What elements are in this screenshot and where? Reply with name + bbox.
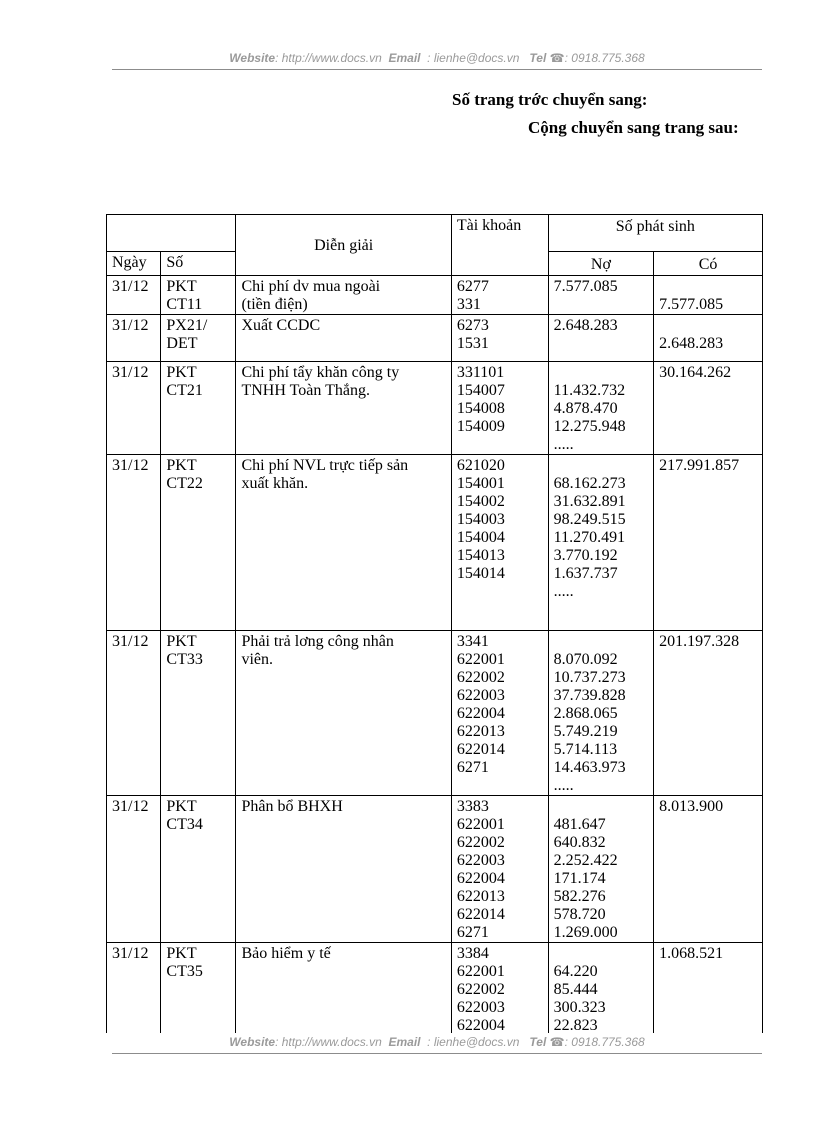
account-cell-line: 154004 bbox=[456, 529, 505, 546]
table-row bbox=[107, 455, 763, 631]
header-blank-cell bbox=[107, 215, 236, 252]
debit-cell-line: 37.739.828 bbox=[553, 687, 626, 704]
description-cell bbox=[236, 631, 451, 796]
voucher-cell-line: PKT bbox=[166, 798, 197, 815]
debit-cell bbox=[548, 315, 654, 362]
credit-cell-line bbox=[659, 278, 757, 296]
debit-cell-line: 5.714.113 bbox=[553, 741, 618, 758]
debit-cell-line: 1.269.000 bbox=[553, 924, 618, 941]
tel-label: Tel bbox=[529, 51, 547, 65]
header-divider bbox=[112, 69, 762, 70]
account-cell-line: 622004 bbox=[456, 1017, 505, 1033]
debit-cell-line: 14.463.973 bbox=[553, 759, 626, 776]
account-cell-line: 6277 bbox=[456, 278, 489, 295]
header-date: Ngày bbox=[107, 252, 161, 276]
debit-cell-line: 5.749.219 bbox=[553, 723, 618, 740]
account-cell-line: 154007 bbox=[456, 382, 505, 399]
description-cell-line: Chi phí tẩy khăn công ty bbox=[241, 364, 400, 381]
debit-cell-line: 3.770.192 bbox=[553, 547, 618, 564]
description-cell-line: (tiền điện) bbox=[241, 296, 308, 313]
website-label: Website bbox=[229, 51, 276, 65]
description-cell-line: Phân bổ BHXH bbox=[241, 798, 343, 815]
voucher-cell bbox=[161, 796, 236, 943]
description-cell bbox=[236, 315, 451, 362]
account-cell-line: 154013 bbox=[456, 547, 505, 564]
account-cell-line: 331101 bbox=[456, 364, 505, 381]
voucher-cell bbox=[161, 455, 236, 631]
account-cell-line: 622003 bbox=[456, 999, 505, 1016]
debit-cell-line: 4.878.470 bbox=[553, 400, 618, 417]
account-cell-line: 3341 bbox=[456, 633, 489, 650]
account-cell-line: 154003 bbox=[456, 511, 505, 528]
debit-cell-line: 2.868.065 bbox=[553, 705, 618, 722]
account-cell bbox=[451, 796, 548, 943]
date-cell bbox=[107, 276, 161, 315]
account-cell bbox=[451, 276, 548, 315]
date-value: 31/12 bbox=[112, 364, 149, 381]
debit-cell bbox=[548, 455, 654, 631]
debit-cell-line: 11.432.732 bbox=[553, 382, 626, 399]
debit-cell-line: 22.823 bbox=[553, 1017, 598, 1033]
debit-cell-line: 2.252.422 bbox=[553, 852, 618, 869]
debit-cell-line: 31.632.891 bbox=[553, 493, 626, 510]
account-cell-line: 622002 bbox=[456, 669, 505, 686]
table-header-row bbox=[107, 215, 763, 252]
debit-cell bbox=[548, 631, 654, 796]
ledger-table-wrapper bbox=[106, 214, 763, 1033]
voucher-cell bbox=[161, 276, 236, 315]
debit-cell-line: 481.647 bbox=[553, 816, 606, 833]
voucher-cell-line: PKT bbox=[166, 633, 197, 650]
header-credit: Có bbox=[654, 252, 763, 276]
date-value: 31/12 bbox=[112, 798, 149, 815]
date-cell bbox=[107, 455, 161, 631]
credit-cell-line bbox=[659, 317, 757, 335]
debit-cell bbox=[548, 796, 654, 943]
account-cell-line: 154014 bbox=[456, 565, 505, 582]
header-account: Tài khoản bbox=[451, 215, 548, 276]
credit-cell-line: 8.013.900 bbox=[659, 798, 724, 815]
account-cell-line: 622001 bbox=[456, 963, 505, 980]
debit-cell-line: 1.637.737 bbox=[553, 565, 618, 582]
debit-cell-line bbox=[554, 364, 649, 382]
header-amount: Số phát sinh bbox=[548, 215, 762, 252]
header-debit: Nợ bbox=[548, 252, 654, 276]
date-cell bbox=[107, 315, 161, 362]
voucher-cell bbox=[161, 631, 236, 796]
description-cell-line: Phải trả lơng công nhân bbox=[241, 633, 394, 650]
description-cell-line: Chi phí NVL trực tiếp sản bbox=[241, 457, 409, 474]
page-header bbox=[112, 51, 762, 65]
voucher-cell-line: DET bbox=[166, 335, 198, 352]
account-cell-line: 622001 bbox=[456, 651, 505, 668]
debit-cell-line: 640.832 bbox=[553, 834, 606, 851]
debit-cell-line: 85.444 bbox=[553, 981, 598, 998]
debit-cell bbox=[548, 943, 654, 1034]
debit-cell-line: 68.162.273 bbox=[553, 475, 626, 492]
voucher-cell-line: PKT bbox=[166, 364, 197, 381]
date-cell bbox=[107, 362, 161, 455]
voucher-cell-line: PKT bbox=[166, 457, 197, 474]
date-cell bbox=[107, 943, 161, 1034]
account-cell-line: 6271 bbox=[456, 759, 489, 776]
tel-value: : 0918.775.368 bbox=[564, 1035, 645, 1049]
account-cell-line: 622003 bbox=[456, 687, 505, 704]
account-cell bbox=[451, 362, 548, 455]
description-cell bbox=[236, 796, 451, 943]
debit-cell-line: ..... bbox=[553, 777, 574, 794]
credit-cell bbox=[654, 943, 763, 1034]
account-cell bbox=[451, 943, 548, 1034]
phone-icon: ☎ bbox=[549, 1035, 565, 1049]
debit-cell-line: 12.275.948 bbox=[553, 418, 626, 435]
account-cell-line: 154001 bbox=[456, 475, 505, 492]
voucher-cell-line: CT34 bbox=[166, 816, 203, 833]
account-cell-line: 3384 bbox=[456, 945, 489, 962]
account-cell-line: 622014 bbox=[456, 741, 505, 758]
ledger-table bbox=[106, 214, 763, 1033]
email-value[interactable]: : lienhe@docs.vn bbox=[427, 51, 520, 65]
account-cell-line: 154009 bbox=[456, 418, 505, 435]
description-cell-line: Xuất CCDC bbox=[241, 317, 321, 334]
table-row bbox=[107, 631, 763, 796]
voucher-cell-line: PKT bbox=[166, 278, 197, 295]
credit-cell bbox=[654, 631, 763, 796]
credit-cell-line: 217.991.857 bbox=[659, 457, 740, 474]
account-cell bbox=[451, 455, 548, 631]
date-value: 31/12 bbox=[112, 457, 149, 474]
date-value: 31/12 bbox=[112, 278, 149, 295]
voucher-cell bbox=[161, 943, 236, 1034]
debit-cell-line: ..... bbox=[553, 436, 574, 453]
debit-cell-line bbox=[554, 798, 649, 816]
email-value[interactable]: : lienhe@docs.vn bbox=[427, 1035, 520, 1049]
credit-cell bbox=[654, 315, 763, 362]
date-value: 31/12 bbox=[112, 945, 149, 962]
description-cell bbox=[236, 943, 451, 1034]
account-cell bbox=[451, 631, 548, 796]
voucher-cell bbox=[161, 362, 236, 455]
description-cell-line: viên. bbox=[241, 651, 273, 668]
footer-divider bbox=[112, 1053, 762, 1054]
voucher-cell-line: CT22 bbox=[166, 475, 203, 492]
account-cell-line: 622001 bbox=[456, 816, 505, 833]
voucher-cell-line: CT21 bbox=[166, 382, 203, 399]
carry-forward-label: Số trang trớc chuyển sang: bbox=[452, 90, 648, 109]
account-cell-line: 622004 bbox=[456, 705, 505, 722]
account-cell-line: 622013 bbox=[456, 723, 505, 740]
description-cell-line: TNHH Toàn Thắng. bbox=[241, 382, 370, 399]
email-label: Email bbox=[388, 51, 421, 65]
debit-cell-line: 7.577.085 bbox=[553, 278, 618, 295]
debit-cell-line: 171.174 bbox=[553, 870, 606, 887]
debit-cell-line: 10.737.273 bbox=[553, 669, 626, 686]
website-label: Website bbox=[229, 1035, 276, 1049]
account-cell-line: 622014 bbox=[456, 906, 505, 923]
voucher-cell bbox=[161, 315, 236, 362]
credit-cell-line: 2.648.283 bbox=[659, 335, 724, 352]
account-cell-line: 622003 bbox=[456, 852, 505, 869]
header-desc: Diễn giải bbox=[236, 215, 451, 276]
account-cell-line: 622013 bbox=[456, 888, 505, 905]
debit-cell bbox=[548, 276, 654, 315]
credit-cell bbox=[654, 455, 763, 631]
voucher-cell-line: CT33 bbox=[166, 651, 203, 668]
description-cell-line: Bảo hiểm y tế bbox=[241, 945, 331, 962]
account-cell-line: 3383 bbox=[456, 798, 489, 815]
description-cell bbox=[236, 455, 451, 631]
voucher-cell-line: PX21/ bbox=[166, 317, 208, 334]
header-no: Số bbox=[161, 252, 236, 276]
debit-cell-line: 8.070.092 bbox=[553, 651, 618, 668]
account-cell-line: 331 bbox=[456, 296, 481, 313]
debit-cell-line: ..... bbox=[553, 583, 574, 600]
account-cell-line: 154002 bbox=[456, 493, 505, 510]
debit-cell-line: 578.720 bbox=[553, 906, 606, 923]
debit-cell-line: 11.270.491 bbox=[553, 529, 626, 546]
tel-value: : 0918.775.368 bbox=[564, 51, 645, 65]
debit-cell-line: 2.648.283 bbox=[553, 317, 618, 334]
table-row bbox=[107, 276, 763, 315]
debit-cell-line bbox=[554, 945, 649, 963]
credit-cell-line: 1.068.521 bbox=[659, 945, 724, 962]
table-row bbox=[107, 362, 763, 455]
description-cell bbox=[236, 276, 451, 315]
table-row bbox=[107, 315, 763, 362]
account-cell-line: 154008 bbox=[456, 400, 505, 417]
debit-cell-line: 582.276 bbox=[553, 888, 606, 905]
page-footer bbox=[112, 1035, 762, 1049]
description-cell-line: xuất khăn. bbox=[241, 475, 309, 492]
account-cell-line: 1531 bbox=[456, 335, 489, 352]
voucher-cell-line: CT35 bbox=[166, 963, 203, 980]
credit-cell bbox=[654, 362, 763, 455]
account-cell-line: 6271 bbox=[456, 924, 489, 941]
date-value: 31/12 bbox=[112, 633, 149, 650]
debit-cell-line bbox=[554, 457, 649, 475]
table-row bbox=[107, 943, 763, 1034]
email-label: Email bbox=[388, 1035, 421, 1049]
description-cell bbox=[236, 362, 451, 455]
carry-next-label: Cộng chuyển sang trang sau: bbox=[528, 118, 739, 137]
table-row bbox=[107, 796, 763, 943]
debit-cell-line bbox=[554, 633, 649, 651]
account-cell-line: 6273 bbox=[456, 317, 489, 334]
description-cell-line: Chi phí dv mua ngoài bbox=[241, 278, 381, 295]
account-cell bbox=[451, 315, 548, 362]
tel-label: Tel bbox=[529, 1035, 547, 1049]
account-cell-line: 621020 bbox=[456, 457, 505, 474]
website-value[interactable]: : http://www.docs.vn bbox=[275, 51, 382, 65]
website-value[interactable]: : http://www.docs.vn bbox=[275, 1035, 382, 1049]
date-cell bbox=[107, 796, 161, 943]
credit-cell bbox=[654, 276, 763, 315]
date-cell bbox=[107, 631, 161, 796]
debit-cell-line: 300.323 bbox=[553, 999, 606, 1016]
credit-cell-line: 7.577.085 bbox=[659, 296, 724, 313]
account-cell-line: 622002 bbox=[456, 834, 505, 851]
debit-cell bbox=[548, 362, 654, 455]
debit-cell-line: 64.220 bbox=[553, 963, 598, 980]
phone-icon: ☎ bbox=[549, 51, 565, 65]
credit-cell bbox=[654, 796, 763, 943]
date-value: 31/12 bbox=[112, 317, 149, 334]
credit-cell-line: 201.197.328 bbox=[659, 633, 740, 650]
credit-cell-line: 30.164.262 bbox=[659, 364, 732, 381]
account-cell-line: 622004 bbox=[456, 870, 505, 887]
account-cell-line: 622002 bbox=[456, 981, 505, 998]
voucher-cell-line: CT11 bbox=[166, 296, 203, 313]
voucher-cell-line: PKT bbox=[166, 945, 197, 962]
debit-cell-line: 98.249.515 bbox=[553, 511, 626, 528]
